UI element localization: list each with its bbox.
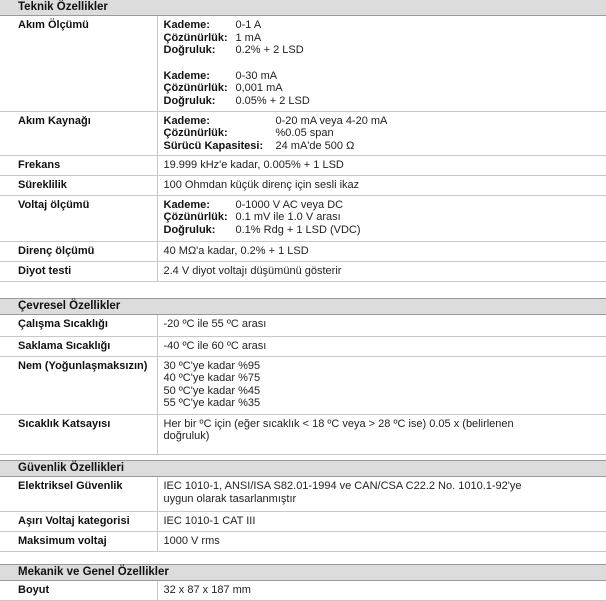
row-value: Kademe: 0-1000 V AC veya DC Çözünürlük: 0.1 mV ile 1.0 V arası Doğruluk: 0.1% Rdg + 1 LSD (VDC) (157, 195, 606, 241)
row-label: Akım Ölçümü (0, 16, 157, 111)
row-value: 32 x 87 x 187 mm (157, 581, 606, 600)
table-row (0, 531, 606, 551)
table-row (0, 356, 606, 414)
table-row (0, 477, 606, 511)
row-label: Direnç ölçümü (0, 241, 157, 261)
row-label: Boyut (0, 581, 157, 600)
row-value: -20 ºC ile 55 ºC arası (157, 315, 606, 336)
table-row (0, 315, 606, 336)
table-row (0, 414, 606, 454)
safety-table (0, 477, 606, 552)
row-label: Çalışma Sıcaklığı (0, 315, 157, 336)
environmental-section (0, 298, 606, 455)
row-value: IEC 1010-1 CAT III (157, 511, 606, 531)
table-row (0, 261, 606, 281)
row-label: Maksimum voltaj (0, 531, 157, 551)
row-label: Frekans (0, 155, 157, 175)
row-value: 40 MΩ'a kadar, 0.2% + 1 LSD (157, 241, 606, 261)
table-row (0, 195, 606, 241)
table-row (0, 511, 606, 531)
row-value: IEC 1010-1, ANSI/ISA S82.01-1994 ve CAN/CSA C22.2 No. 1010.1-92'ye uygun olarak tasarlanmıştır (157, 477, 606, 511)
row-label: Süreklilik (0, 175, 157, 195)
row-label: Nem (Yoğunlaşmaksızın) (0, 356, 157, 414)
row-label: Voltaj ölçümü (0, 195, 157, 241)
row-label: Akım Kaynağı (0, 111, 157, 155)
environmental-table (0, 315, 606, 455)
table-row (0, 155, 606, 175)
mechanical-section (0, 564, 606, 601)
row-value: Kademe: 0-20 mA veya 4-20 mA Çözünürlük: %0.05 span Sürücü Kapasitesi: 24 mA'de 500 Ω (157, 111, 606, 155)
row-value: 100 Ohmdan küçük direnç için sesli ikaz (157, 175, 606, 195)
table-row (0, 581, 606, 600)
environmental-header: Çevresel Özellikler (0, 298, 606, 315)
technical-table (0, 16, 606, 282)
row-label: Saklama Sıcaklığı (0, 336, 157, 356)
row-label: Diyot testi (0, 261, 157, 281)
row-value: 19.999 kHz'e kadar, 0.005% + 1 LSD (157, 155, 606, 175)
technical-header: Teknik Özellikler (0, 0, 606, 16)
table-row (0, 241, 606, 261)
safety-header: Güvenlik Özellikleri (0, 460, 606, 477)
row-label: Sıcaklık Katsayısı (0, 414, 157, 454)
safety-section (0, 460, 606, 552)
row-value: Her bir ºC için (eğer sıcaklık < 18 ºC veya > 28 ºC ise) 0.05 x (belirlenen doğruluk) (157, 414, 606, 454)
table-row (0, 16, 606, 111)
table-row (0, 175, 606, 195)
table-row (0, 336, 606, 356)
row-value: -40 ºC ile 60 ºC arası (157, 336, 606, 356)
row-value: 1000 V rms (157, 531, 606, 551)
mechanical-table (0, 581, 606, 601)
row-value: 30 ºC'ye kadar %95 40 ºC'ye kadar %75 50 ºC'ye kadar %45 55 ºC'ye kadar %35 (157, 356, 606, 414)
table-row (0, 111, 606, 155)
row-value: Kademe: 0-1 A Çözünürlük: 1 mA Doğruluk: 0.2% + 2 LSD Kademe: 0-30 mA Çözünürlük: 0,001 mA Doğruluk: 0.05% + 2 LSD (157, 16, 606, 111)
row-label: Elektriksel Güvenlik (0, 477, 157, 511)
mechanical-header: Mekanik ve Genel Özellikler (0, 564, 606, 581)
technical-section (0, 0, 606, 282)
row-value: 2.4 V diyot voltajı düşümünü gösterir (157, 261, 606, 281)
row-label: Aşırı Voltaj kategorisi (0, 511, 157, 531)
